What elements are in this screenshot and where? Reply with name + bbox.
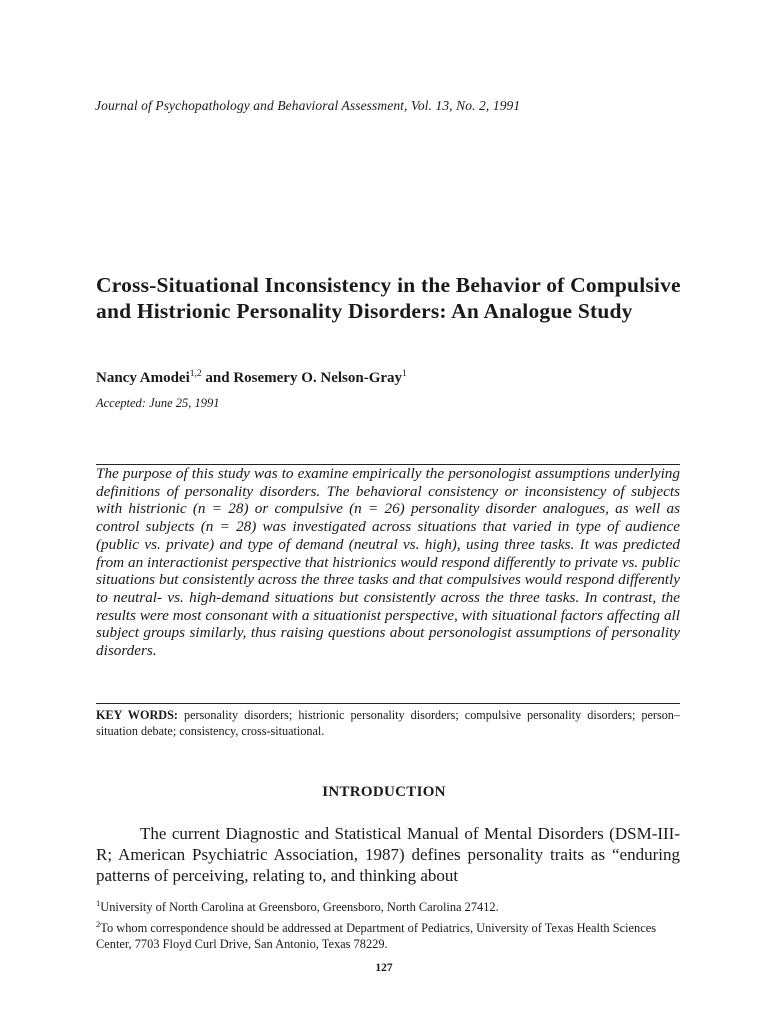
footnote-text: University of North Carolina at Greensboro, Greensboro, North Carolina 27412. bbox=[100, 900, 499, 915]
footnote-1 bbox=[96, 895, 680, 916]
author-joiner: and bbox=[201, 370, 234, 386]
author-line bbox=[96, 369, 407, 387]
keywords-label: KEY WORDS: bbox=[96, 708, 178, 722]
keywords-list: personality disorders; histrionic personality disorders; compulsive personality disorders; person–situation debate; consistency, cross-situational. bbox=[96, 708, 680, 738]
footnote-marker: 1 bbox=[96, 898, 101, 908]
keywords bbox=[96, 708, 680, 739]
accepted-date: Accepted: June 25, 1991 bbox=[96, 396, 220, 410]
introduction-paragraph: The current Diagnostic and Statistical Manual of Mental Disorders (DSM-III-R; American Psychiatric Association, 1987) defines personality traits as “enduring patterns of perceiving, relating to, and thinking about bbox=[96, 824, 680, 885]
footnotes bbox=[96, 895, 680, 953]
abstract-bottom-rule bbox=[96, 703, 680, 704]
footnote-marker: 2 bbox=[96, 918, 101, 929]
author-name: Rosemery O. Nelson-Gray bbox=[233, 370, 403, 386]
footnote-text: To whom correspondence should be addressed at Department of Pediatrics, University of Texas Health Sciences Center, 7703 Floyd Curl Drive, San Antonio, Texas 78229. bbox=[96, 920, 657, 952]
footnote-2 bbox=[96, 916, 680, 953]
author-name: Nancy Amodei bbox=[96, 370, 190, 386]
author-affiliation-marker: 1 bbox=[402, 369, 407, 379]
section-heading-introduction: INTRODUCTION bbox=[322, 784, 446, 800]
page-number: 127 bbox=[375, 962, 393, 974]
author-affiliation-marker: 1,2 bbox=[189, 369, 202, 379]
article-title: Cross-Situational Inconsistency in the Behavior of Compulsive and Histrionic Personality Disorders: An Analogue Study bbox=[96, 273, 681, 323]
journal-citation: Journal of Psychopathology and Behavioral Assessment, Vol. 13, No. 2, 1991 bbox=[95, 98, 521, 113]
abstract-text: The purpose of this study was to examine empirically the personologist assumptions underlying definitions of personality disorders. The behavioral consistency or inconsistency of subjects with histrionic (n = 28) or compulsive (n = 26) personality disorder analogues, as well as control subjects (n = 28) was investigated across situations that varied in type of audience (public vs. private) and type of demand (neutral vs. high), using three tasks. It was predicted from an interactionist perspective that histrionics would respond differently to private vs. public situations but consistently across the three tasks and that compulsives would respond differently to neutral- vs. high-demand situations but consistently across the three tasks. In contrast, the results were most consonant with a situationist perspective, with situational factors affecting all subject groups similarly, thus raising questions about personologist assumptions of personality disorders. bbox=[96, 465, 680, 660]
